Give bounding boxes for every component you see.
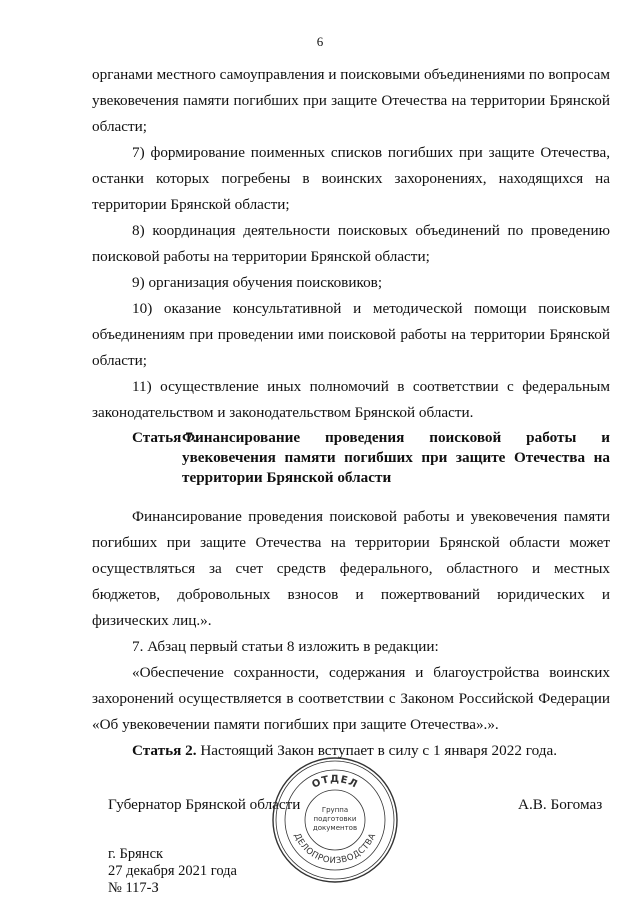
signatory-name: А.В. Богомаз <box>518 796 603 813</box>
svg-text:ОТДЕЛ <box>310 774 359 791</box>
official-stamp <box>270 755 400 885</box>
page-number: 6 <box>316 34 324 49</box>
stamp-center-line: документов <box>312 824 358 832</box>
stamp-center-line: Группа <box>321 806 349 814</box>
paragraph: 9) организация обучения поисковиков; <box>132 274 383 291</box>
paragraph: 11) осуществление иных полномочий в соответствии с федеральным законодательством и законодательством Брянской области. <box>92 378 610 421</box>
document-body <box>92 62 610 764</box>
article-2-paragraph <box>92 738 610 764</box>
paragraph: 8) координация деятельности поисковых объединений по проведению поисковой работы на территории Брянской области; <box>92 222 610 265</box>
article-number: Статья 7. <box>132 429 197 446</box>
article-2-label: Статья 2. <box>132 742 197 759</box>
svg-text:ДЕЛОПРОИЗВОДСТВА <box>292 832 379 866</box>
governor-position: Губернатор Брянской области <box>108 796 301 813</box>
stamp-bottom-text: ДЕЛОПРОИЗВОДСТВА <box>291 831 379 867</box>
paragraph: «Обеспечение сохранности, содержания и благоустройства воинских захоронений осуществляется в соответствии с Законом Российской Федерации «Об увековечении памяти погибших при защите Отечества».». <box>92 664 610 733</box>
stamp-center-line: подготовки <box>313 815 357 823</box>
law-date: 27 декабря 2021 года <box>108 863 237 879</box>
article-2-text: Настоящий Закон вступает в силу с 1 января 2022 года. <box>196 742 557 759</box>
paragraph: 10) оказание консультативной и методической помощи поисковым объединениям при проведении ими поисковой работы на территории Брянской области; <box>92 300 610 369</box>
city: г. Брянск <box>108 846 164 862</box>
place-date-block <box>108 846 237 897</box>
law-number: № 117-З <box>108 880 159 896</box>
stamp-top-text: ОТДЕЛ <box>310 774 360 791</box>
paragraph: органами местного самоуправления и поисковыми объединениями по вопросам увековечения памяти погибших при защите Отечества на территории Брянской области; <box>92 66 610 135</box>
paragraph: 7) формирование поименных списков погибших при защите Отечества, останки которых погребены в воинских захоронениях, находящихся на территории Брянской области; <box>92 144 610 213</box>
article-title: Финансирование проведения поисковой работы и увековечения памяти погибших при защите Отечества на территории Брянской области <box>182 429 610 486</box>
paragraph: 7. Абзац первый статьи 8 изложить в редакции: <box>132 638 439 655</box>
paragraph: Финансирование проведения поисковой работы и увековечения памяти погибших при защите Отечества на территории Брянской области может осуществляться за счет средств федерального, областного и местных бюджетов, добровольных взносов и пожертвований юридических и физических лиц.». <box>92 508 610 629</box>
article-7-heading <box>92 428 610 488</box>
